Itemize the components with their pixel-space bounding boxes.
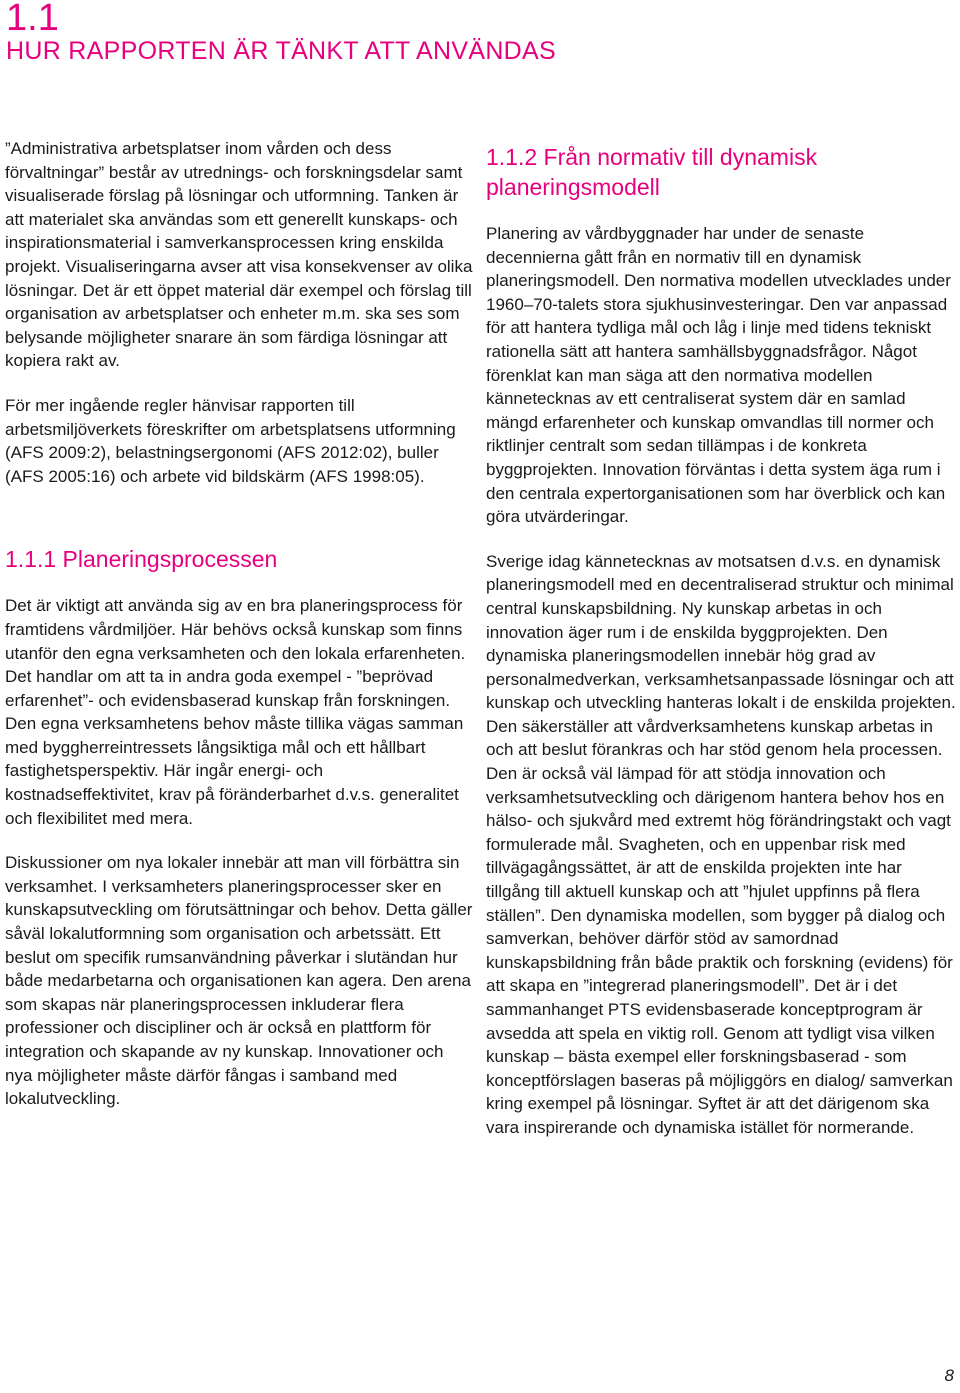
chapter-title: HUR RAPPORTEN ÄR TÄNKT ATT ANVÄNDAS [6,37,556,65]
page-number: 8 [944,1366,954,1385]
planeringsmodell-paragraph-2: Sverige idag kännetecknas av motsatsen d.v.s. en dynamisk planeringsmodell med en decentraliserad struktur och minimal central kunskapsbildning. Ny kunskap arbetas in och innovation äger rum i de enskilda byggprojekten. Den dynamiska planeringsmodellen innebär hög grad av personalmedverkan, verksamhetsanpassade lösningar och att kunskap och utveckling hanteras lokalt i de enskilda projekten. Den säkerställer att vårdverksamhetens kunskap arbetas in och att beslut förankras och har stöd genom hela processen. Den är också väl lämpad för att stödja innovation och verksamhetsutveckling och därigenom hantera behov hos en hälso- och sjukvård med extremt hög förändringstakt och vagt formulerade mål. Svagheten, och en uppenbar risk med tillvägagångssättet, är att de enskilda projekten inte har tillgång till aktuell kunskap och att ”hjulet uppfinns på flera ställen”. Den dynamiska modellen, som bygger på dialog och samverkan, behöver därför stöd av samordnad kunskapsbildning från både praktik och forskning (evidens) för att skapa en ”integrerad planeringsmodell”. Det är i det sammanhanget PTS evidensbaserade konceptprogram är avsedda att spela en viktig roll. Genom att tydligt visa vilken kunskap – bästa exempel eller forskningsbaserad - som konceptförslagen baseras på möjliggörs en dialog/ samverkan kring exempel på lösningar. Syftet är att det därigenom ska vara inspirerande och dynamiska istället för normerande. [486,551,956,1137]
planeringsmodell-paragraph-1: Planering av vårdbyggnader har under de senaste decennierna gått från en normativ till en dynamisk planeringsmodell. Den normativa modellen utvecklades under 1960–70-talets stora sjukhusinvesteringar. Den var anpassad för att hantera tydliga mål och låg i linje med tidens tekniskt rationella sätt att hantera samhällsbyggnadsfrågor. Något förenklat kan man säga att den normativa modellen kännetecknas av ett centraliserat system där en samlad mängd erfarenheter och kunskap omvandlas till normer och riktlinjer centralt som sedan tillämpas i de konkreta byggprojekten. Innovation förväntas i detta system äga rum i den centrala expertorganisationen som har överblick och kan göra utvärderingar. [486,224,951,527]
section-heading-planeringsmodell: 1.1.2 Från normativ till dynamisk planeringsmodell [486,144,818,200]
intro-paragraph: ”Administrativa arbetsplatser inom vården och dess förvaltningar” består av utrednings- och forskningsdelar samt visualiserade förslag på lösningar och utformning. Tanken är att materialet ska användas som ett generellt kunskaps- och inspirationsmaterial i samverkansprocessen kring enskilda projekt. Visualiseringarna avser att visa konsekvenser av olika lösningar. Det är ett öppet material där exempel och förslag till organisation av arbetsplatser och enheter m.m. ska ses som belysande möjligheter snarare än som färdiga lösningar att kopiera rakt av. [5,139,473,371]
chapter-number: 1.1 [6,0,59,39]
regulations-paragraph: För mer ingående regler hänvisar rapporten till arbetsmiljöverkets föreskrifter om arbetsplatsens utformning (AFS 2009:2), belastningsergonomi (AFS 2012:02), buller (AFS 2005:16) och arbete vid bildskärm (AFS 1998:05). [5,395,456,486]
right-column [486,142,956,1140]
section-heading-planeringsprocessen: 1.1.1 Planeringsprocessen [5,546,278,573]
planeringsprocessen-paragraph-2: Diskussioner om nya lokaler innebär att man vill förbättra sin verksamhet. I verksamheters planeringsprocesser sker en kunskapsutveckling om förutsättningar och behov. Detta gäller såväl lokalutformning som organisation och arbetssätt. Ett beslut om specifik rumsanvändning påverkar i slutändan hur både medarbetarna och organisationen kan agera. Den arena som skapas när planeringsprocessen inkluderar flera professioner och discipliner och är också en plattform för integration och skapande av ny kunskap. Innovationer och nya möjligheter måste därför fångas i samband med lokalutveckling. [5,853,473,1109]
planeringsprocessen-paragraph-1: Det är viktigt att använda sig av en bra planeringsprocess för framtidens vårdmiljöer. Här behövs också kunskap som finns utanför den egna verksamheten och den lokala erfarenheten. Det handlar om att ta in andra goda exempel - ”beprövad erfarenhet”- och evidensbaserad kunskap från forskningen. Den egna verksamhetens behov måste tillika vägas samman med byggherreintressets långsiktiga mål och ett hållbart fastighetsperspektiv. Här ingår energi- och kostnadseffektivitet, krav på föränderbarhet d.v.s. generalitet och flexibilitet med mera. [5,596,466,828]
left-column [5,137,475,1111]
